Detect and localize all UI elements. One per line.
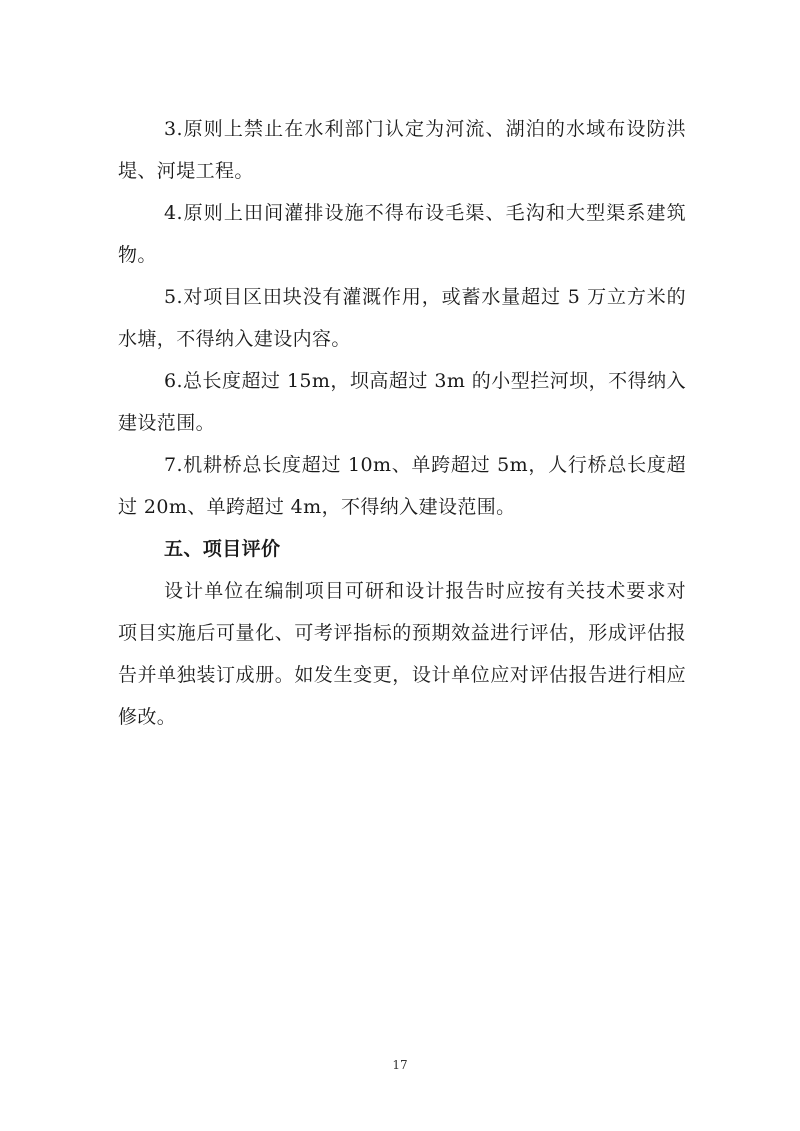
paragraph-item-6: 6.总长度超过 15m，坝高超过 3m 的小型拦河坝，不得纳入建设范围。 [118,370,686,434]
page-number: 17 [392,1058,408,1072]
section-body-project-evaluation: 设计单位在编制项目可研和设计报告时应按有关技术要求对项目实施后可量化、可考评指标的预期效益进行评估，形成评估报告并单独装订成册。如发生变更，设计单位应对评估报告进行相应修改。 [118,580,686,728]
section-heading-project-evaluation: 五、项目评价 [164,538,281,560]
paragraph-item-7: 7.机耕桥总长度超过 10m、单跨超过 5m，人行桥总长度超过 20m、单跨超过 4m，不得纳入建设范围。 [118,454,686,518]
page-content [118,108,686,738]
paragraph-item-4: 4.原则上田间灌排设施不得布设毛渠、毛沟和大型渠系建筑物。 [118,202,686,266]
paragraph-item-5: 5.对项目区田块没有灌溉作用，或蓄水量超过 5 万立方米的水塘，不得纳入建设内容。 [118,286,686,350]
paragraph-item-3: 3.原则上禁止在水利部门认定为河流、湖泊的水域布设防洪堤、河堤工程。 [118,118,686,182]
